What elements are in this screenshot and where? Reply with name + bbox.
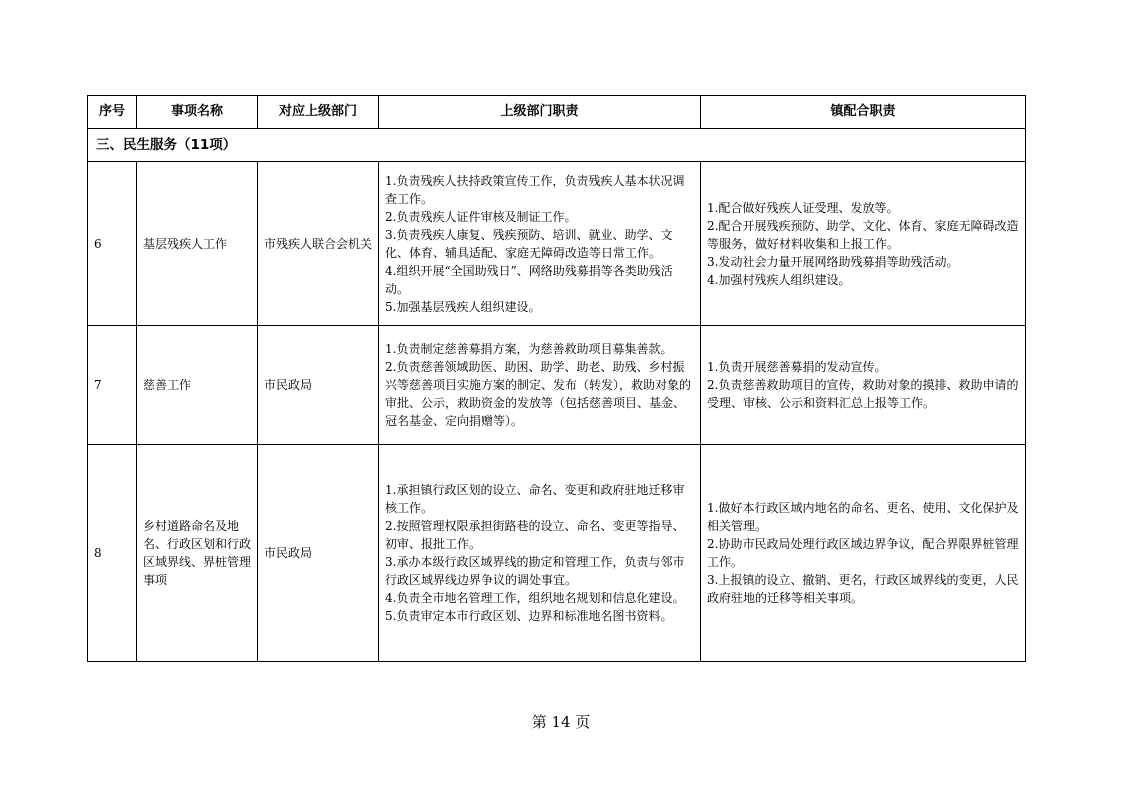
duty-line: 4.组织开展“全国助残日”、网络助残募捐等各类助残活动。	[385, 263, 673, 296]
row-town-duties	[701, 445, 1026, 662]
row-department: 市民政局	[258, 445, 379, 662]
section-title: 三、民生服务（11项）	[88, 129, 1026, 162]
header-serial-number: 序号	[88, 96, 137, 129]
row-item-name: 基层残疾人工作	[137, 162, 258, 326]
duty-line: 1.负责残疾人扶持政策宣传工作，负责残疾人基本状况调查工作。	[385, 173, 685, 206]
row-item-name: 慈善工作	[137, 326, 258, 445]
row-department: 市民政局	[258, 326, 379, 445]
table-row	[88, 326, 1026, 445]
row-upper-duties	[379, 445, 701, 662]
duty-line: 3.上报镇的设立、撤销、更名，行政区域界线的变更，人民政府驻地的迁移等相关事项。	[707, 573, 1019, 605]
duty-line: 2.协助市民政局处理行政区域边界争议，配合界限界桩管理工作。	[707, 537, 1019, 569]
duty-line: 5.负责审定本市行政区划、边界和标准地名图书资料。	[385, 609, 673, 623]
duty-line: 4.负责全市地名管理工作，组织地名规划和信息化建设。	[385, 591, 685, 605]
row-number: 7	[88, 326, 137, 445]
row-town-duties	[701, 326, 1026, 445]
duty-line: 2.按照管理权限承担街路巷的设立、命名、变更等指导、初审、报批工作。	[385, 519, 685, 551]
header-town-duties: 镇配合职责	[701, 96, 1026, 129]
row-upper-duties	[379, 326, 701, 445]
duty-line: 1.负责制定慈善募捐方案，为慈善救助项目募集善款。	[385, 342, 673, 356]
duty-line: 2.配合开展残疾预防、助学、文化、体育、家庭无障碍改造等服务，做好材料收集和上报工作。	[707, 218, 1019, 251]
row-town-duties	[701, 162, 1026, 326]
table-row	[88, 445, 1026, 662]
row-department: 市残疾人联合会机关	[258, 162, 379, 326]
duty-line: 1.负责开展慈善募捐的发动宣传。	[707, 360, 887, 374]
duty-line: 3.发动社会力量开展网络助残募捐等助残活动。	[707, 254, 959, 269]
row-upper-duties	[379, 162, 701, 326]
responsibility-table	[87, 95, 1026, 662]
row-number: 6	[88, 162, 137, 326]
duty-line: 5.加强基层残疾人组织建设。	[385, 299, 541, 314]
table-header-row	[88, 96, 1026, 129]
duty-line: 2.负责慈善领域助医、助困、助学、助老、助残、乡村振兴等慈善项目实施方案的制定、发布（转发），救助对象的审批、公示，救助资金的发放等（包括慈善项目、基金、冠名基金、定向捐赠等）。	[385, 360, 692, 428]
section-row	[88, 129, 1026, 162]
row-item-name: 乡村道路命名及地名、行政区划和行政区域界线、界桩管理事项	[137, 445, 258, 662]
duty-line: 2.负责残疾人证件审核及制证工作。	[385, 209, 577, 224]
header-item-name: 事项名称	[137, 96, 258, 129]
duty-line: 1.配合做好残疾人证受理、发放等。	[707, 200, 899, 215]
page-number: 第 14 页	[531, 713, 591, 731]
duty-line: 3.负责残疾人康复、残疾预防、培训、就业、助学、文化、体育、辅具适配、家庭无障碍改造等日常工作。	[385, 227, 673, 260]
header-upper-department: 对应上级部门	[258, 96, 379, 129]
row-number: 8	[88, 445, 137, 662]
duty-line: 4.加强村残疾人组织建设。	[707, 272, 851, 287]
duty-line: 2.负责慈善救助项目的宣传，救助对象的摸排、救助申请的受理、审核、公示和资料汇总上报等工作。	[707, 378, 1019, 410]
duty-line: 3.承办本级行政区域界线的勘定和管理工作，负责与邻市行政区域界线边界争议的调处事宜。	[385, 555, 685, 587]
table-row	[88, 162, 1026, 326]
header-upper-duties: 上级部门职责	[379, 96, 701, 129]
duty-line: 1.做好本行政区域内地名的命名、更名、使用、文化保护及相关管理。	[707, 501, 1019, 533]
duty-line: 1.承担镇行政区划的设立、命名、变更和政府驻地迁移审核工作。	[385, 483, 685, 515]
